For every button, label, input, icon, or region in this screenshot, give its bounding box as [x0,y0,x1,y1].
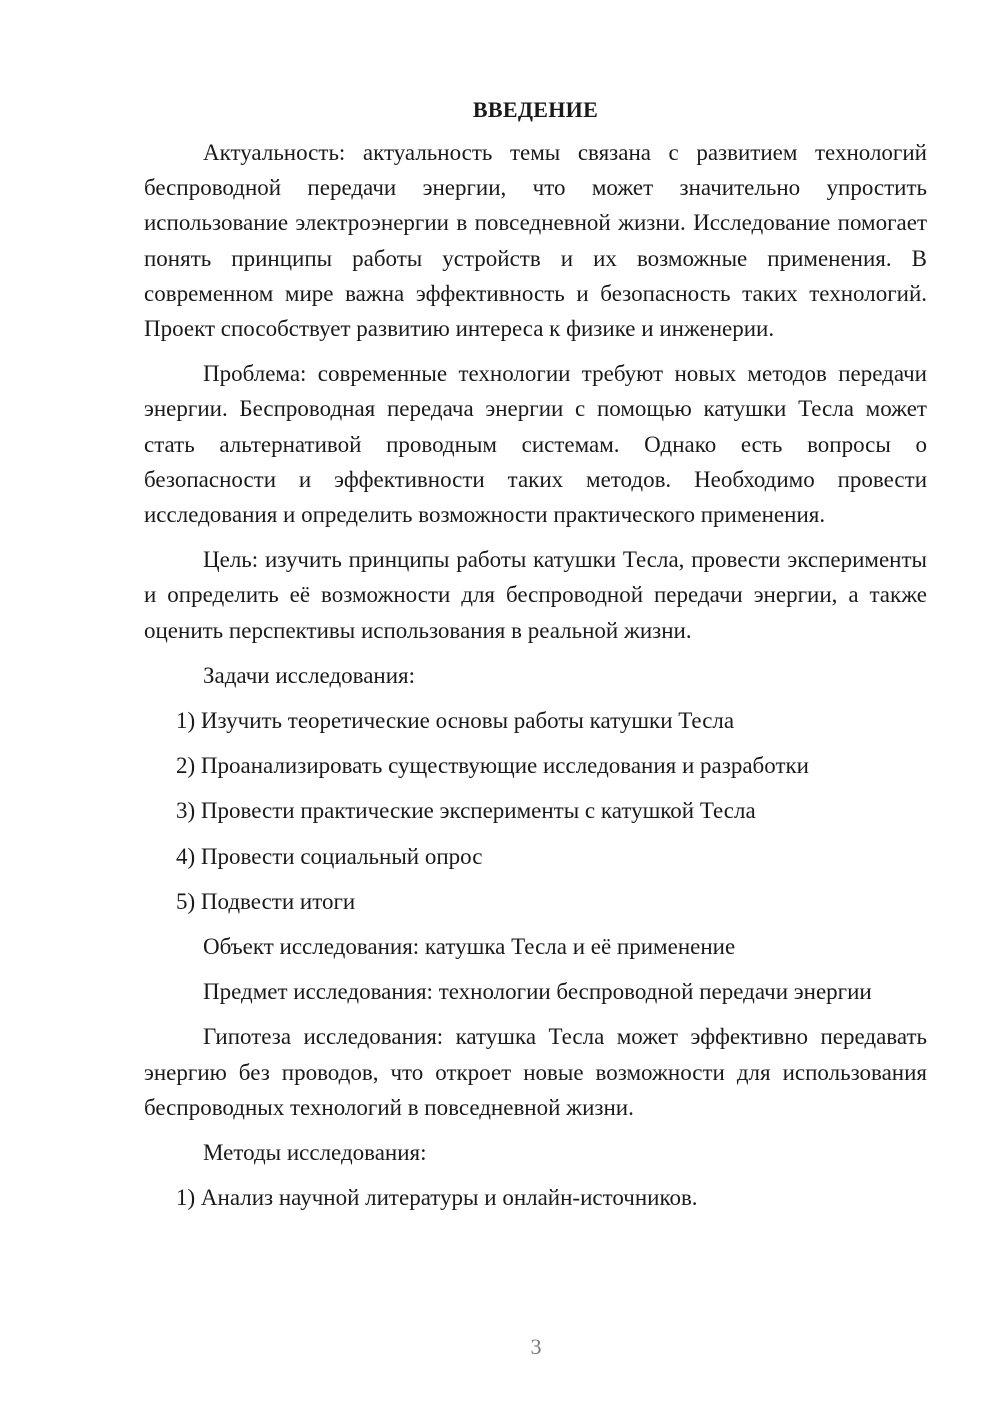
object-line: Объект исследования: катушка Тесла и её применение [203,934,736,960]
problem-paragraph: Проблема: современные технологии требуют новых методов передачи энергии. Беспроводная передача энергии с помощью катушки Тесла может стать альтернативой проводным системам. Однако есть вопросы о безопасности и эффективности таких методов. Необходимо провести исследования и определить возможности практического применения. [144,361,927,528]
page-title: ВВЕДЕНИЕ [472,97,599,122]
list-item: 5) Подвести итоги [176,888,356,914]
page-number: 3 [530,1334,542,1359]
list-item: 4) Провести социальный опрос [176,843,483,869]
list-item: 1) Анализ научной литературы и онлайн-источников. [176,1185,698,1211]
page-content [144,96,927,1215]
list-item: 1) Изучить теоретические основы работы катушки Тесла [176,708,735,734]
methods-heading: Методы исследования: [203,1140,427,1166]
hypothesis-paragraph: Гипотеза исследования: катушка Тесла может эффективно передавать энергию без проводов, что откроет новые возможности для использования беспроводных технологий в повседневной жизни. [144,1024,927,1120]
relevance-paragraph: Актуальность: актуальность темы связана с развитием технологий беспроводной передачи энергии, что может значительно упростить использование электроэнергии в повседневной жизни. Исследование помогает понять принципы работы устройств и их возможные применения. В современном мире важна эффективность и безопасность таких технологий. Проект способствует развитию интереса к физике и инженерии. [144,140,927,342]
list-item: 2) Проанализировать существующие исследования и разработки [176,753,809,779]
methods-list [144,1180,927,1215]
tasks-heading: Задачи исследования: [203,662,416,688]
list-item: 3) Провести практические эксперименты с катушкой Тесла [176,798,756,824]
tasks-list [144,703,927,919]
goal-paragraph: Цель: изучить принципы работы катушки Тесла, провести эксперименты и определить её возможности для беспроводной передачи энергии, а также оценить перспективы использования в реальной жизни. [144,547,927,643]
subject-line: Предмет исследования: технологии беспроводной передачи энергии [203,979,872,1005]
